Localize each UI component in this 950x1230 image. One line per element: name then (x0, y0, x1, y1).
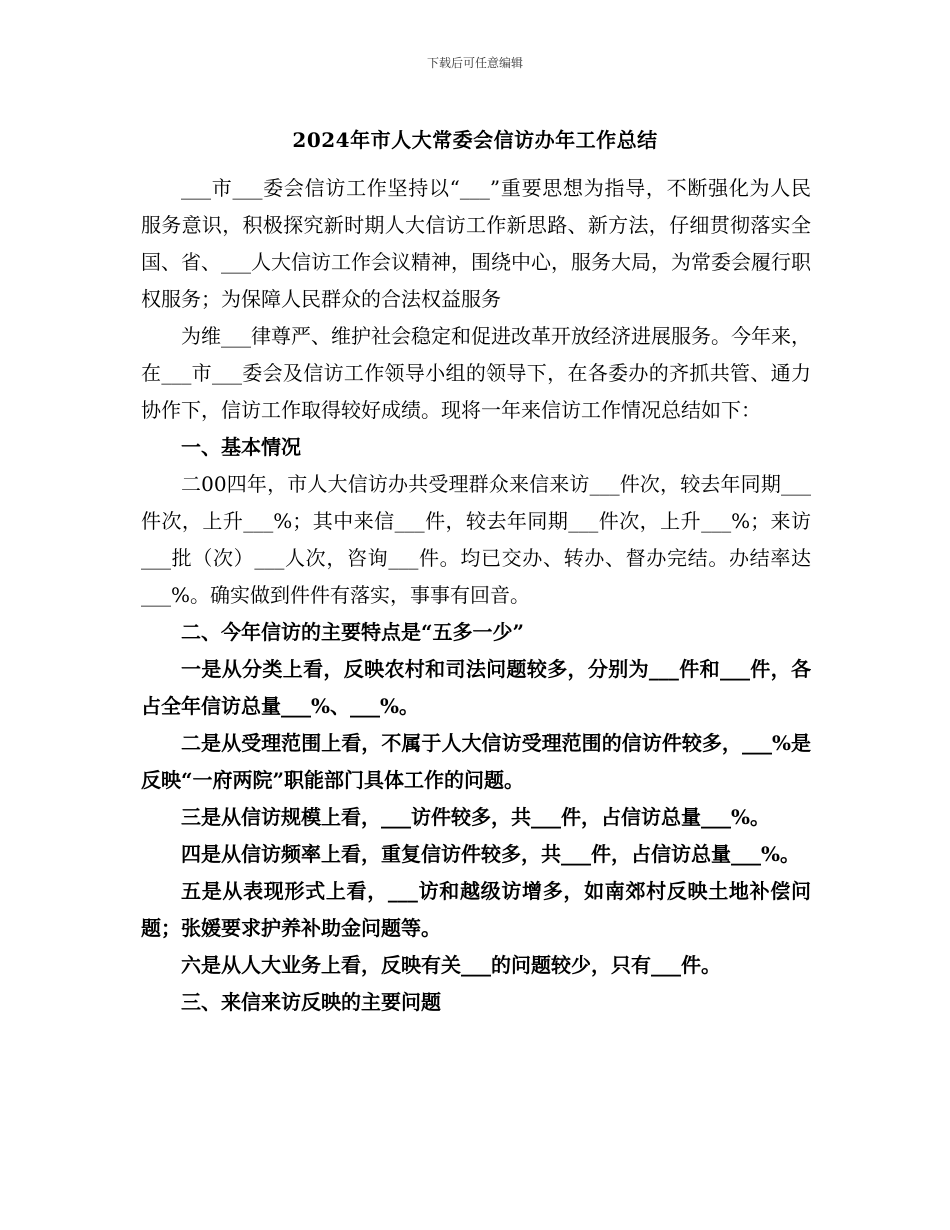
section-heading: 三、来信来访反映的主要问题 (181, 990, 441, 1014)
feature-item: 四是从信访频率上看，重复信访件较多，共___件，占信访总量___%。 (181, 842, 801, 866)
feature-item: 二是从受理范围上看，不属于人大信访受理范围的信访件较多，___%是反映“一府两院”职能部门具体工作的问题。 (141, 731, 811, 792)
section-heading: 二、今年信访的主要特点是“五多一少” (181, 620, 525, 644)
feature-item: 五是从表现形式上看，___访和越级访增多，如南郊村反映土地补偿问题；张媛要求护养补助金问题等。 (141, 879, 811, 940)
document-body (141, 170, 811, 1021)
paragraph: 二00四年，市人大信访办共受理群众来信来访___件次，较去年同期___件次，上升___%；其中来信___件，较去年同期___件次，上升___%；来访___批（次）___人次，咨询___件。均已交办、转办、督办完结。办结率达___%。确实做到件件有落实，事事有回音。 (141, 472, 811, 607)
paragraph: ___市___委会信访工作坚持以“___”重要思想为指导，不断强化为人民服务意识，积极探究新时期人大信访工作新思路、新方法，仔细贯彻落实全国、省、___人大信访工作会议精神，围绕中心，服务大局，为常委会履行职权服务；为保障人民群众的合法权益服务 (141, 176, 811, 311)
document-title: 2024年市人大常委会信访办年工作总结 (292, 128, 658, 152)
feature-item: 三是从信访规模上看，___访件较多，共___件，占信访总量___%。 (181, 805, 771, 829)
paragraph: 为维___律尊严、维护社会稳定和促进改革开放经济进展服务。今年来，在___市___委会及信访工作领导小组的领导下，在各委办的齐抓共管、通力协作下，信访工作取得较好成绩。现将一年来信访工作情况总结如下： (141, 324, 811, 422)
section-heading: 一、基本情况 (181, 435, 301, 459)
feature-item: 六是从人大业务上看，反映有关___的问题较少，只有___件。 (181, 953, 721, 977)
feature-item: 一是从分类上看，反映农村和司法问题较多，分别为___件和___件，各占全年信访总量___%、___%。 (141, 657, 811, 718)
header-note: 下载后可任意编辑 (426, 56, 523, 70)
